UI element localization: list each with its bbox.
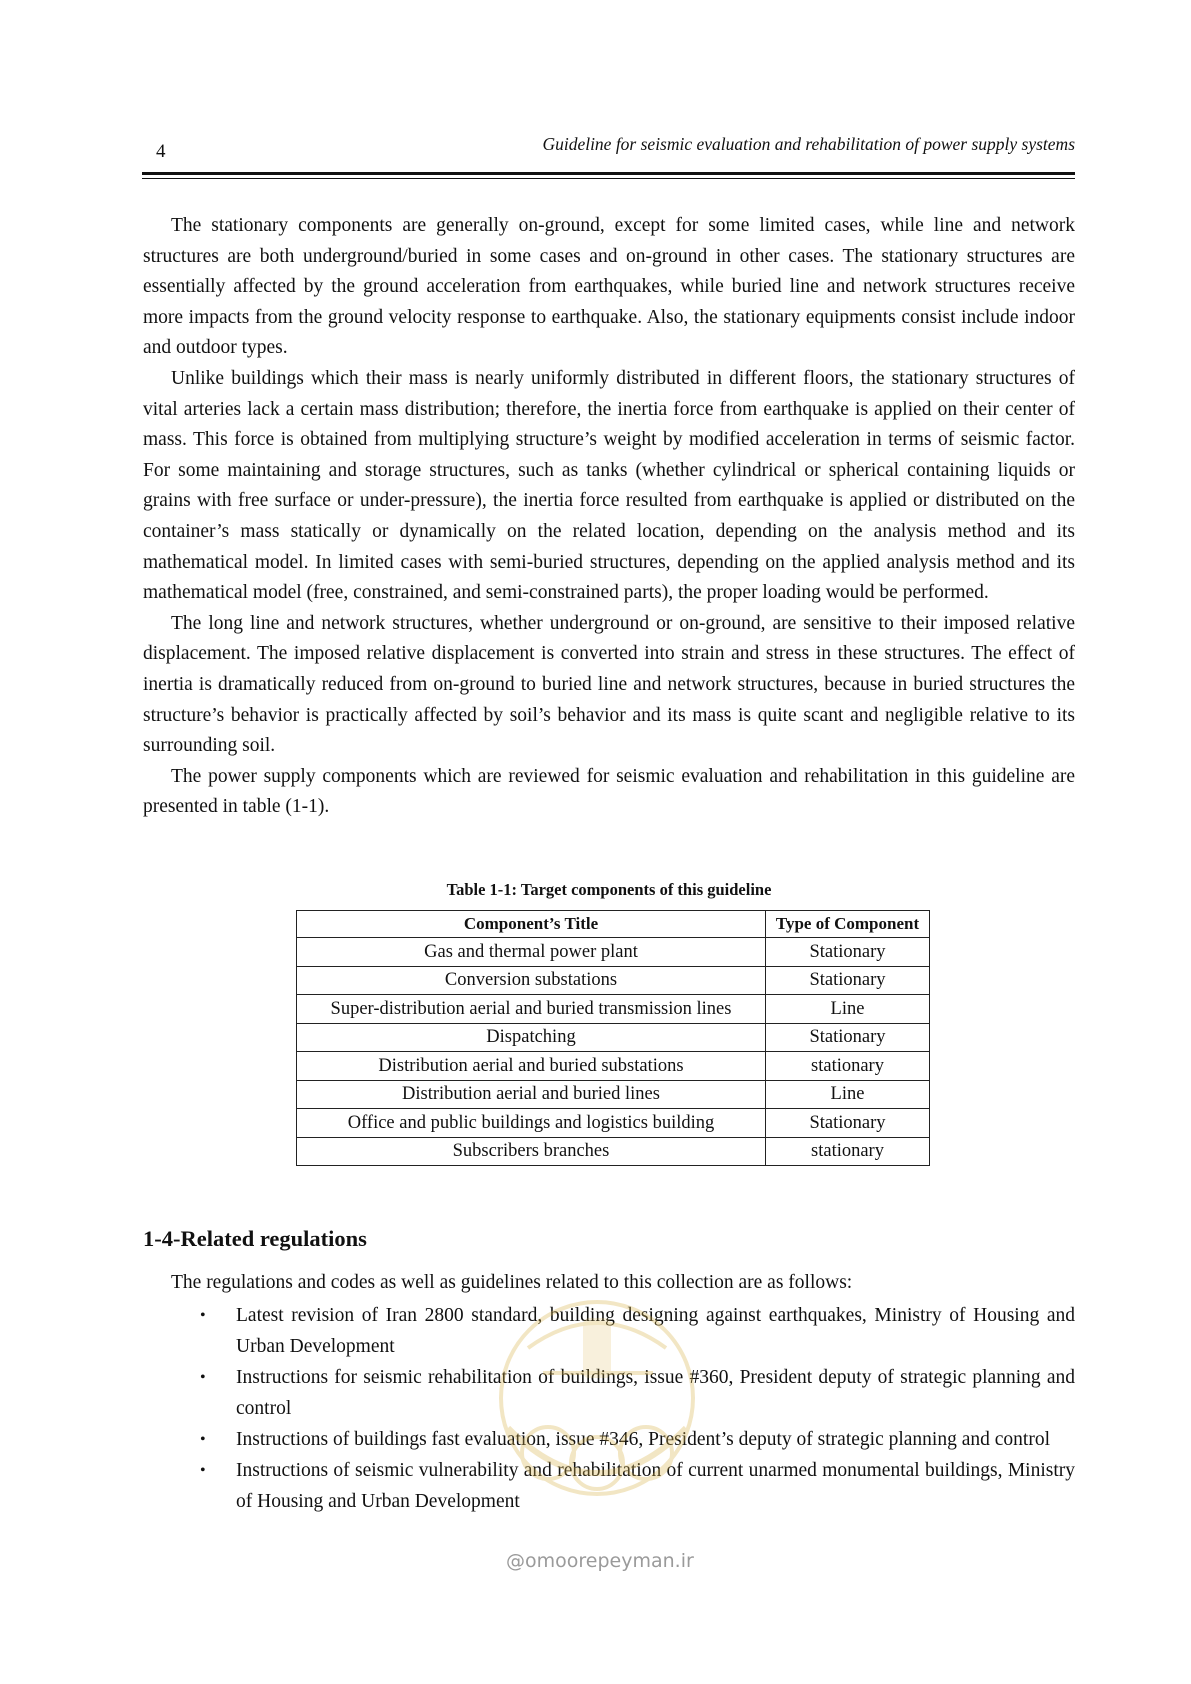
table-caption: Table 1-1: Target components of this guideline <box>446 880 772 899</box>
list-item-text: Instructions of buildings fast evaluation, issue #346, President’s deputy of strategic planning and control <box>236 1429 1050 1450</box>
page-number: 4 <box>156 141 166 162</box>
list-item-text: Instructions for seismic rehabilitation of buildings, issue #360, President deputy of strategic planning and control <box>236 1367 1075 1419</box>
regulations-intro: The regulations and codes as well as guidelines related to this collection are as follows: <box>171 1272 853 1293</box>
header-rule-thick <box>142 172 1075 175</box>
paragraph: The long line and network structures, whether underground or on-ground, are sensitive to their imposed relative displacement. The imposed relative displacement is converted into strain and stress in these structures. The effect of inertia is dramatically reduced from on-ground to buried line and network structures, because in buried structures the structure’s behavior is practically affected by soil’s behavior and its mass is quite scant and negligible relative to its surrounding soil. <box>143 612 1075 757</box>
table-cell: Stationary <box>766 1023 930 1052</box>
section-heading: 1-4-Related regulations <box>143 1226 367 1251</box>
table-row <box>297 1137 930 1166</box>
table-row <box>297 938 930 967</box>
table-row <box>297 1109 930 1138</box>
column-header: Type of Component <box>766 911 930 938</box>
table-row <box>297 1023 930 1052</box>
table-cell: Distribution aerial and buried lines <box>297 1080 766 1109</box>
table-cell: Gas and thermal power plant <box>297 938 766 967</box>
components-table <box>296 910 930 1166</box>
body-text <box>143 211 1075 823</box>
table-row <box>297 1080 930 1109</box>
table-row <box>297 995 930 1024</box>
watermark-logo-icon <box>488 1278 706 1538</box>
table-cell: Subscribers branches <box>297 1137 766 1166</box>
header-rule-thin <box>142 178 1075 179</box>
table-cell: Line <box>766 1080 930 1109</box>
column-header: Component’s Title <box>297 911 766 938</box>
table-cell: stationary <box>766 1137 930 1166</box>
table-cell: Stationary <box>766 1109 930 1138</box>
table-cell: stationary <box>766 1052 930 1081</box>
paragraph: The power supply components which are reviewed for seismic evaluation and rehabilitation in this guideline are presented in table (1-1). <box>143 765 1075 818</box>
table-row <box>297 966 930 995</box>
table-cell: Super-distribution aerial and buried transmission lines <box>297 995 766 1024</box>
list-item-text: Instructions of seismic vulnerability and rehabilitation of current unarmed monumental buildings, Ministry of Housing and Urban Development <box>236 1460 1075 1512</box>
paragraph: Unlike buildings which their mass is nearly uniformly distributed in different floors, the stationary structures of vital arteries lack a certain mass distribution; therefore, the inertia force from earthquake is applied on their center of mass. This force is obtained from multiplying structure’s weight by modified acceleration in terms of seismic factor. For some maintaining and storage structures, such as tanks (whether cylindrical or spherical containing liquids or grains with free surface or under-pressure), the inertia force resulted from earthquake is applied or distributed on the container’s mass statically or dynamically on the related location, depending on the analysis method and its mathematical model. In limited cases with semi-buried structures, depending on the applied analysis method and its mathematical model (free, constrained, and semi-constrained parts), the proper loading would be performed. <box>143 367 1075 604</box>
list-item-text: Latest revision of Iran 2800 standard, building designing against earthquakes, Ministry of Housing and Urban Development <box>236 1305 1075 1357</box>
bullet-icon: • <box>200 1462 206 1479</box>
table-cell: Office and public buildings and logistics building <box>297 1109 766 1138</box>
bullet-icon: • <box>200 1307 206 1324</box>
bullet-icon: • <box>200 1369 206 1386</box>
paragraph: The stationary components are generally on-ground, except for some limited cases, while line and network structures are both underground/buried in some cases and on-ground in other cases. The stationary structures are essentially affected by the ground acceleration from earthquakes, while buried line and network structures receive more impacts from the ground velocity response to earthquake. Also, the stationary equipments consist include indoor and outdoor types. <box>143 215 1075 359</box>
table-cell: Line <box>766 995 930 1024</box>
table-header-row <box>297 911 930 938</box>
watermark-site: @omoorepeyman.ir <box>506 1550 694 1572</box>
table-cell: Dispatching <box>297 1023 766 1052</box>
bullet-icon: • <box>200 1431 206 1448</box>
running-title: Guideline for seismic evaluation and rehabilitation of power supply systems <box>542 134 1075 154</box>
table-row <box>297 1052 930 1081</box>
table-cell: Conversion substations <box>297 966 766 995</box>
table-cell: Stationary <box>766 966 930 995</box>
table-cell: Distribution aerial and buried substations <box>297 1052 766 1081</box>
table-cell: Stationary <box>766 938 930 967</box>
